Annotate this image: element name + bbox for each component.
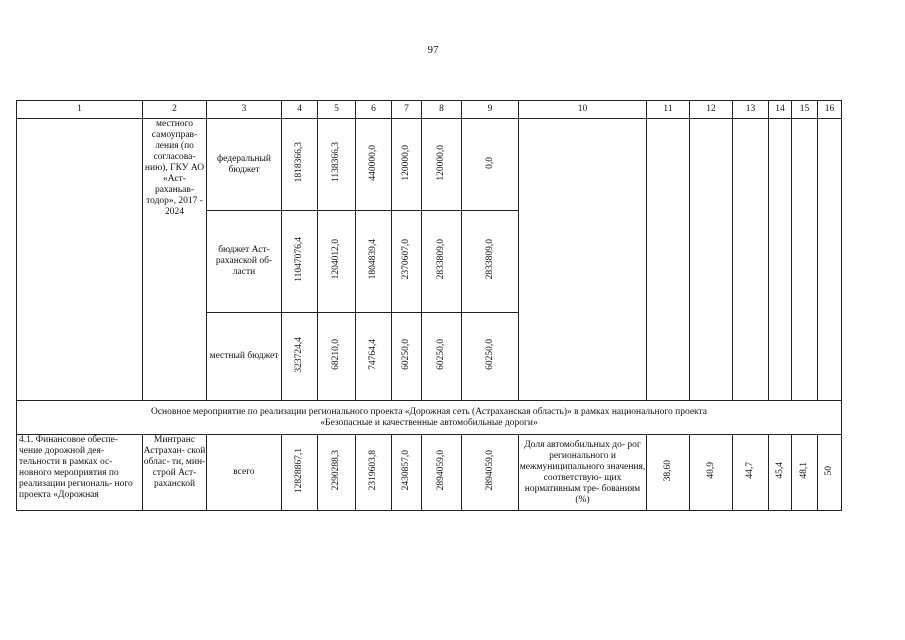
value-text: 2833809,0: [436, 239, 446, 280]
table-row: [17, 119, 842, 211]
col-header: 5: [318, 101, 356, 119]
section-row: [17, 401, 842, 435]
value-cell: [356, 119, 392, 211]
value-cell: [422, 119, 462, 211]
empty-cell: [519, 119, 647, 401]
value-text: 2370607,0: [401, 239, 411, 280]
value-text: 0,0: [484, 156, 495, 169]
value-cell: [356, 313, 392, 401]
empty-cell: [769, 119, 792, 401]
value-text: 2833809,0: [484, 239, 495, 280]
value-text: 2290288,3: [331, 450, 341, 491]
value-cell: [422, 211, 462, 313]
target-text: 44,7: [745, 462, 755, 479]
target-cell: [818, 435, 842, 511]
col-header: 15: [792, 101, 818, 119]
executor-cell: Минтранс Астрахан- ской облас- ти, мин- строй Аст- раханской: [143, 435, 207, 511]
col-header: 6: [356, 101, 392, 119]
empty-cell: [733, 119, 769, 401]
col-header: 16: [818, 101, 842, 119]
target-text: 48,1: [799, 462, 809, 479]
target-cell: [792, 435, 818, 511]
value-cell: [282, 435, 318, 511]
section-line-1: Основное мероприятие по реализации регионального проекта «Дорожная сеть (Астраханская область)» в рамках национального проекта: [150, 406, 708, 417]
value-text: 74764,4: [368, 339, 378, 370]
value-cell: [318, 211, 356, 313]
col-header: 12: [690, 101, 733, 119]
col-header: 7: [392, 101, 422, 119]
value-cell: [462, 119, 519, 211]
col-header: 4: [282, 101, 318, 119]
col-header: 10: [519, 101, 647, 119]
value-cell: [392, 313, 422, 401]
section-line-2: «Безопасные и качественные автомобильные дороги»: [320, 417, 538, 428]
value-cell: [392, 119, 422, 211]
empty-cell: [17, 119, 143, 401]
value-text: 120000,0: [436, 144, 446, 181]
col-header: 13: [733, 101, 769, 119]
value-cell: [356, 435, 392, 511]
value-text: 120000,0: [401, 144, 411, 181]
value-text: 68210,0: [331, 339, 341, 370]
value-cell: [318, 119, 356, 211]
value-text: 1818366,3: [294, 142, 304, 183]
value-cell: [282, 211, 318, 313]
item-name-cell: 4.1. Финансовое обеспе- чение дорожной дея- тельности в рамках ос- новного мероприятия по реализации региональ- ного проекта «Дорожная: [17, 435, 143, 511]
col-header: 9: [462, 101, 519, 119]
col-header: 2: [143, 101, 207, 119]
empty-cell: [818, 119, 842, 401]
col-header: 1: [17, 101, 143, 119]
empty-cell: [792, 119, 818, 401]
col-header: 8: [422, 101, 462, 119]
source-cell: федеральный бюджет: [207, 119, 282, 211]
value-text: 12828867,1: [294, 447, 304, 494]
value-cell: [282, 119, 318, 211]
col-header: 3: [207, 101, 282, 119]
value-cell: [392, 435, 422, 511]
value-cell: [462, 313, 519, 401]
target-text: 40,9: [705, 462, 716, 479]
source-cell: всего: [207, 435, 282, 511]
value-text: 2894059,0: [436, 450, 446, 491]
value-cell: [422, 313, 462, 401]
value-text: 323724,4: [294, 336, 304, 373]
value-text: 60250,0: [436, 339, 446, 370]
value-cell: [422, 435, 462, 511]
target-text: 50: [824, 465, 834, 476]
value-cell: [462, 435, 519, 511]
value-cell: [392, 211, 422, 313]
value-cell: [282, 313, 318, 401]
value-text: 60250,0: [484, 339, 495, 370]
value-text: 2430857,0: [401, 450, 411, 491]
value-cell: [318, 313, 356, 401]
section-title: [17, 401, 842, 435]
indicator-cell: Доля автомобильных до- рог регионального и межмуниципального значения, соответствую- щих нормативным тре- бованиям (%): [519, 435, 647, 511]
value-cell: [462, 211, 519, 313]
budget-table: [16, 100, 842, 511]
target-cell: [769, 435, 792, 511]
value-text: 11047076,4: [294, 237, 304, 282]
source-cell: бюджет Аст- раханской об- ласти: [207, 211, 282, 313]
value-text: 2894059,0: [484, 450, 495, 491]
target-cell: [647, 435, 690, 511]
value-text: 440000,0: [368, 144, 378, 181]
value-cell: [356, 211, 392, 313]
page-number: 97: [427, 44, 439, 56]
value-cell: [318, 435, 356, 511]
executor-cell: местного самоуправ- ления (по согласова- нию), ГКУ АО «Аст- раханьав- тодор», 2017 - 2024: [143, 119, 207, 401]
empty-cell: [690, 119, 733, 401]
value-text: 60250,0: [401, 339, 411, 370]
value-text: 1204012,0: [331, 239, 341, 280]
value-text: 1804839,4: [368, 239, 378, 280]
col-header: 14: [769, 101, 792, 119]
target-text: 38,60: [662, 459, 673, 482]
empty-cell: [647, 119, 690, 401]
header-row: [17, 101, 842, 119]
target-cell: [690, 435, 733, 511]
value-text: 2319603,8: [368, 450, 378, 491]
value-text: 1138366,3: [331, 142, 341, 183]
table-row: [17, 435, 842, 511]
target-cell: [733, 435, 769, 511]
col-header: 11: [647, 101, 690, 119]
target-text: 45,4: [774, 462, 785, 479]
source-cell: местный бюджет: [207, 313, 282, 401]
